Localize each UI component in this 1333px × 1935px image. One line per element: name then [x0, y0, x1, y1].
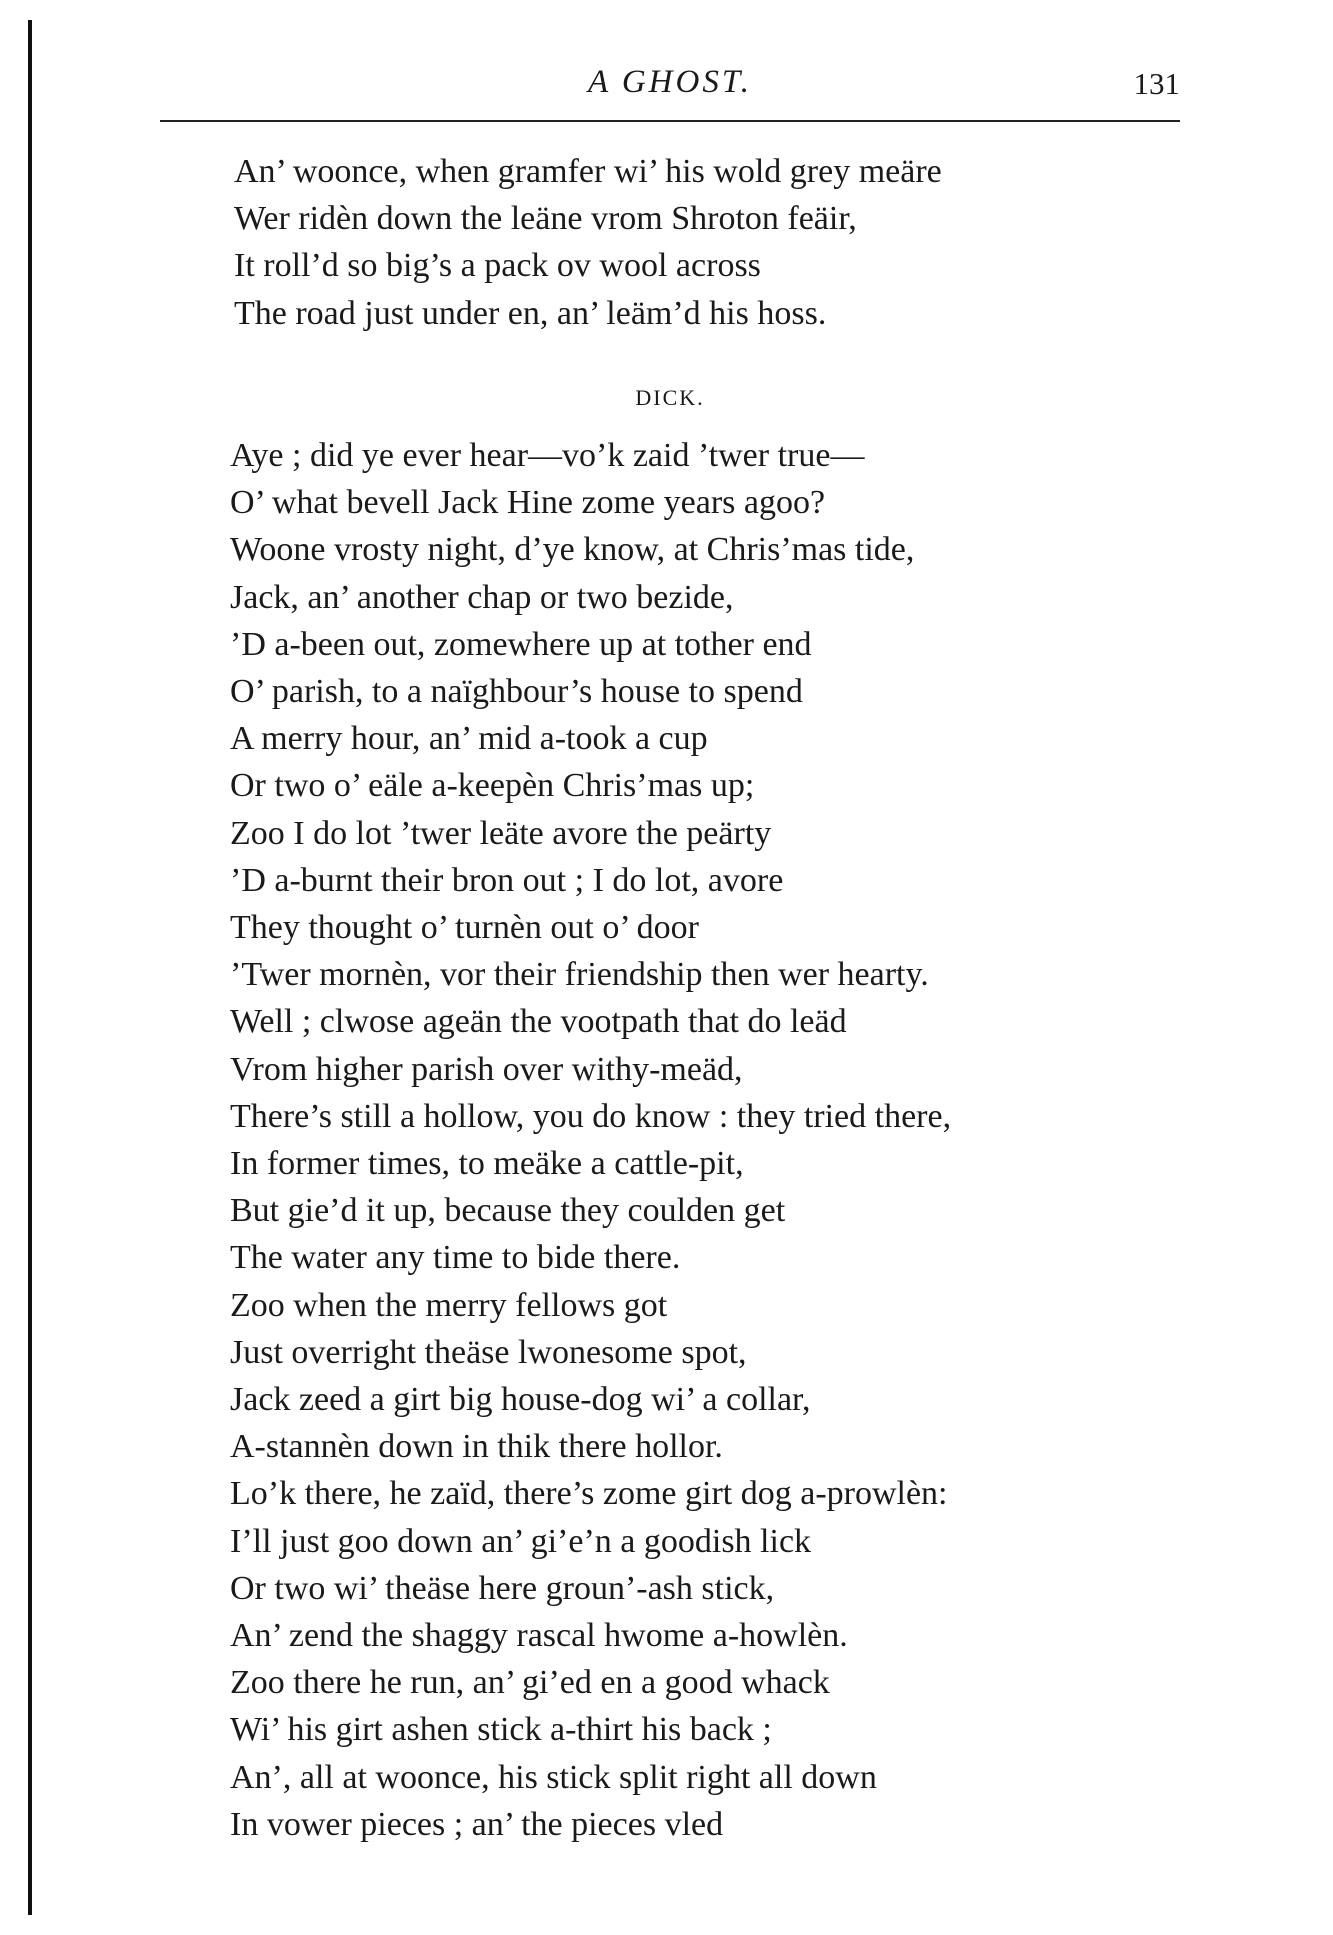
verse-line: In vower pieces ; an’ the pieces vled [230, 1805, 724, 1843]
verse-line: Aye ; did ye ever hear—vo’k zaid ’twer true— [230, 437, 865, 474]
page-header [160, 58, 1180, 118]
stanza-1 [234, 148, 1194, 337]
verse-line: There’s still a hollow, you do know : they tried there, [230, 1097, 952, 1135]
verse-line: Just overright theäse lwonesome spot, [230, 1333, 747, 1371]
verse-line: O’ what bevell Jack Hine zome years agoo? [230, 484, 826, 522]
verse-line: The water any time to bide there. [230, 1239, 681, 1277]
running-title: A GHOST. [588, 64, 752, 100]
speaker-name: DICK. [635, 385, 705, 410]
verse-line: Zoo I do lot ’twer leäte avore the peärty [230, 814, 772, 852]
verse-line: A-stannèn down in thik there hollor. [230, 1428, 723, 1466]
verse-line: In former times, to meäke a cattle-pit, [230, 1145, 744, 1183]
verse-line: An’ woonce, when gramfer wi’ his wold grey meäre [234, 153, 942, 190]
verse-line: Zoo there he run, an’ gi’ed en a good whack [230, 1664, 830, 1702]
binding-edge [28, 20, 32, 1915]
page-number: 131 [1133, 66, 1180, 101]
verse-line: Woone vrosty night, d’ye know, at Chris’mas tide, [230, 531, 915, 569]
verse-line: A merry hour, an’ mid a-took a cup [230, 720, 708, 758]
verse-line: An’ zend the shaggy rascal hwome a-howlèn. [230, 1617, 848, 1655]
verse-line: Jack zeed a girt big house-dog wi’ a collar, [230, 1381, 811, 1419]
verse-line: Jack, an’ another chap or two bezide, [230, 578, 734, 616]
verse-line: It roll’d so big’s a pack ov wool across [234, 247, 761, 285]
verse-line: Or two wi’ theäse here groun’-ash stick, [230, 1569, 775, 1607]
verse-line: ’Twer mornèn, vor their friendship then wer hearty. [230, 956, 929, 994]
verse-line: Zoo when the merry fellows got [230, 1286, 668, 1324]
verse-line: Or two o’ eäle a-keepèn Chris’mas up; [230, 767, 755, 805]
verse-line: Wer ridèn down the leäne vrom Shroton feäir, [234, 200, 857, 238]
verse-line: Vrom higher parish over withy-meäd, [230, 1050, 743, 1088]
verse-line: Well ; clwose ageän the vootpath that do leäd [230, 1003, 847, 1041]
stanza-2 [230, 432, 1190, 1848]
verse-line: O’ parish, to a naïghbour’s house to spend [230, 673, 803, 711]
verse-line: ’D a-burnt their bron out ; I do lot, avore [230, 861, 784, 899]
verse-line: Wi’ his girt ashen stick a-thirt his back ; [230, 1711, 772, 1749]
verse-line: They thought o’ turnèn out o’ door [230, 909, 699, 947]
verse-line: Lo’k there, he zaïd, there’s zome girt dog a-prowlèn: [230, 1475, 948, 1513]
header-rule [160, 120, 1180, 122]
verse-line: I’ll just goo down an’ gi’e’n a goodish lick [230, 1522, 812, 1560]
verse-line: An’, all at woonce, his stick split right all down [230, 1758, 877, 1796]
verse-line: The road just under en, an’ leäm’d his hoss. [234, 294, 827, 332]
verse-line: But gie’d it up, because they coulden get [230, 1192, 786, 1230]
verse-line: ’D a-been out, zomewhere up at tother end [230, 625, 812, 663]
